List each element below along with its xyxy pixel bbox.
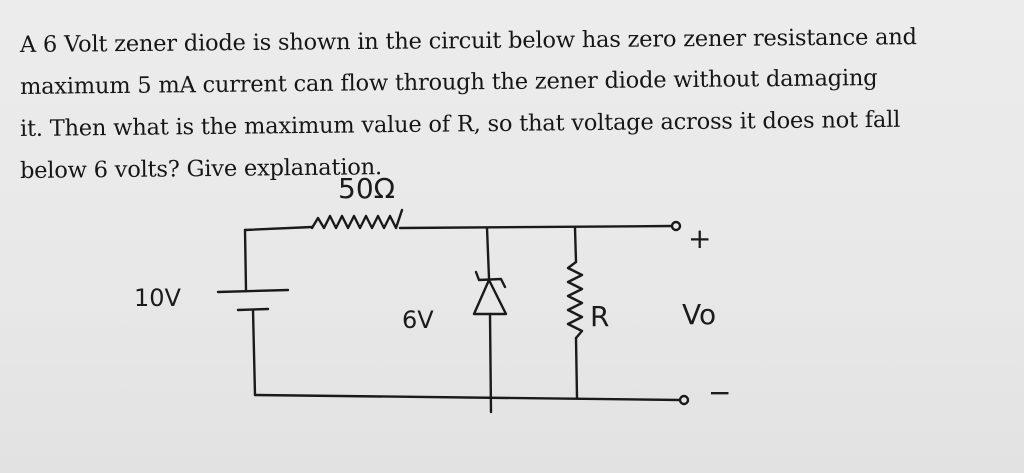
question-line-3: it. Then what is the maximum value of R, so that voltage across it does not fall: [19, 106, 901, 142]
battery-long-plate: [218, 290, 288, 292]
load-resistor-label: R: [590, 300, 610, 333]
question-line-2: maximum 5 mA current can flow through the zener diode without damaging: [19, 65, 878, 100]
load-wire-top: [575, 228, 576, 262]
source-voltage-label: 10V: [134, 284, 181, 312]
series-resistor-symbol: [312, 210, 402, 228]
zener-wire-bottom: [490, 314, 491, 412]
output-voltage-label: Vo: [682, 298, 717, 331]
source-wire-bottom: [253, 310, 255, 395]
question-line-1: A 6 Volt zener diode is shown in the circuit below has zero zener resistance and: [19, 24, 917, 58]
series-resistor-label: 50Ω: [338, 172, 396, 205]
negative-terminal-label: −: [708, 376, 732, 409]
positive-terminal-label: +: [688, 222, 712, 255]
bottom-wire: [255, 395, 680, 400]
load-resistor-symbol: [568, 262, 582, 338]
top-wire-right: [400, 226, 672, 228]
top-wire-left: [245, 227, 312, 230]
source-wire-top: [245, 230, 246, 290]
load-wire-bottom: [576, 338, 577, 398]
zener-diode-symbol: [474, 280, 506, 314]
zener-wire-top: [487, 228, 489, 278]
zener-voltage-label: 6V: [402, 306, 434, 334]
output-terminal-positive: [672, 222, 680, 230]
question-line-4: below 6 volts? Give explanation.: [19, 154, 383, 184]
